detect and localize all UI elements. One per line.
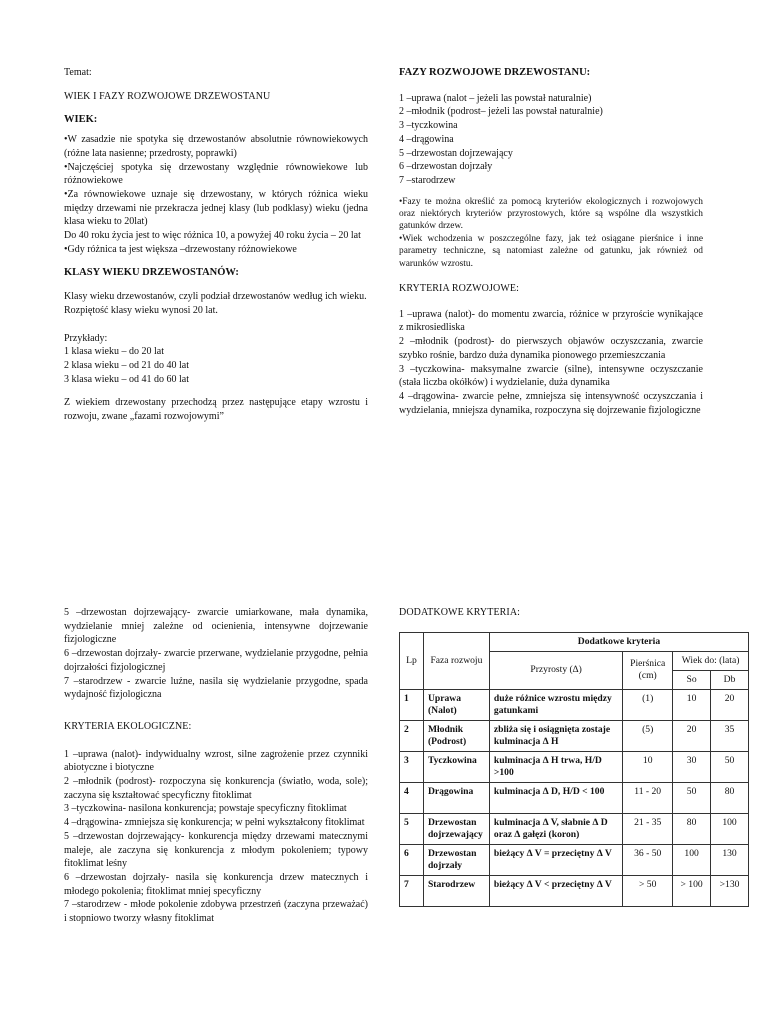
cell-piersnica: 36 - 50	[623, 844, 673, 875]
przyklad-item: 3 klasa wieku – od 41 do 60 lat	[64, 373, 189, 385]
header-wiek: Wiek do: (lata)	[673, 651, 749, 670]
cell-lp: 6	[400, 844, 424, 875]
wiek-line: •Najczęściej spotyka się drzewostany względnie równowiekowe lub różnowiekowe	[64, 161, 368, 187]
cell-faza: Drzewostan dojrzały	[423, 844, 489, 875]
cell-przyrosty: kulminacja ∆ V, słabnie ∆ D oraz ∆ gałęzi (koron)	[489, 813, 622, 844]
header-piersnica: Pierśnica (cm)	[623, 651, 673, 689]
cell-lp: 7	[400, 875, 424, 906]
cell-przyrosty: kulminacja ∆ H trwa, H/D >100	[489, 751, 622, 782]
wiek-line: •W zasadzie nie spotyka się drzewostanów absolutnie równowiekowych (różne lata nasienne; przedrosty, poprawki)	[64, 134, 368, 159]
ekologiczne-item: 1 –uprawa (nalot)- indywidualny wzrost, silne zagrożenie przez czynniki abiotyczne i biotyczne	[64, 748, 368, 774]
cell-faza: Uprawa (Nalot)	[423, 689, 489, 720]
cell-db: 130	[711, 844, 749, 875]
cell-faza: Tyczkowina	[423, 751, 489, 782]
cell-faza: Młodnik (Podrost)	[423, 720, 489, 751]
header-dodatkowe: Dodatkowe kryteria	[489, 632, 748, 651]
list-item: 6 –drzewostan dojrzały	[399, 161, 493, 173]
rozwojowe-item: 1 –uprawa (nalot)- do momentu zwarcia, różnice w przyroście wynikające z mikrosiedliska	[399, 308, 703, 334]
header-faza: Faza rozwoju	[423, 632, 489, 689]
ekologiczne-item: 2 –młodnik (podrost)- rozpoczyna się konkurencja (światło, woda, sole); zaczyna się kształtować specyficzny fitoklimat	[64, 776, 368, 801]
rozwojowe-item: 5 –drzewostan dojrzewający- zwarcie umiarkowane, mała dynamika, wydzielanie mniej zależne od ocienienia, intensywne dojrzewanie fizjologiczne	[64, 607, 368, 646]
klasy-line: Rozpiętość klasy wieku wynosi 20 lat.	[64, 304, 218, 316]
list-item: 5 –drzewostan dojrzewający	[399, 147, 513, 159]
klasy-line: Klasy wieku drzewostanów, czyli podział drzewostanów według ich wieku.	[64, 291, 367, 303]
cell-so: 30	[673, 751, 711, 782]
cell-przyrosty: bieżący ∆ V = przeciętny ∆ V	[489, 844, 622, 875]
cell-lp: 1	[400, 689, 424, 720]
cell-so: 20	[673, 720, 711, 751]
cell-przyrosty: duże różnice wzrostu między gatunkami	[489, 689, 622, 720]
cell-piersnica: > 50	[623, 875, 673, 906]
cell-db: 50	[711, 751, 749, 782]
ekologiczne-item: 7 –starodrzew - młode pokolenie zdobywa przestrzeń (zaczyna przeważać) i stopniowo tworzy własny fitoklimat	[64, 899, 368, 925]
cell-db: 80	[711, 782, 749, 813]
cell-przyrosty: zbliża się i osiągnięta zostaje kulminacja ∆ H	[489, 720, 622, 751]
table-row	[400, 751, 749, 782]
column-top-left	[64, 66, 368, 424]
cell-so: 50	[673, 782, 711, 813]
wiek-line: •Za równowiekowe uznaje się drzewostany, w których różnica wieku między drzewami nie przekracza jednej klasy (lub podklasy) wieku (jedna klasa wieku to 20lat)	[64, 188, 368, 228]
rozwojowe-item: 2 –młodnik (podrost)- do pierwszych objawów oczyszczania, zwarcie szybko rośnie, bardzo duża dynamika pionowego przemieszczania	[399, 336, 703, 361]
table-row	[400, 875, 749, 906]
fazy-note: •Wiek wchodzenia w poszczególne fazy, jak też osiągane pierśnice i inne parametry techniczne, są natomiast zależne od gatunku, jak również od warunków wzrostu.	[399, 233, 703, 269]
fazy-list	[399, 92, 703, 188]
cell-przyrosty: kulminacja ∆ D, H/D < 100	[489, 782, 622, 813]
wiek-heading: WIEK:	[64, 114, 98, 126]
header-lp: Lp	[400, 632, 424, 689]
wiek-line: •Gdy różnica ta jest większa –drzewostany różnowiekowe	[64, 243, 297, 255]
table-row	[400, 844, 749, 875]
table-row	[400, 720, 749, 751]
ekologiczne-item: 5 –drzewostan dojrzewający- konkurencja między drzewami matecznymi maleje, ale zaczyna się konkurencja z młodym pokoleniem; typowy fitoklimat leśny	[64, 830, 368, 870]
cell-piersnica: 21 - 35	[623, 813, 673, 844]
przyklad-item: 1 klasa wieku – do 20 lat	[64, 346, 164, 358]
dodatkowe-heading: DODATKOWE KRYTERIA:	[399, 607, 521, 618]
cell-db: >130	[711, 875, 749, 906]
header-db: Db	[711, 670, 749, 689]
przyklady-heading: Przykłady:	[64, 332, 108, 344]
cell-so: 80	[673, 813, 711, 844]
cell-piersnica: 11 - 20	[623, 782, 673, 813]
cell-so: 10	[673, 689, 711, 720]
przyklad-item: 2 klasa wieku – od 21 do 40 lat	[64, 359, 189, 371]
criteria-table	[399, 632, 749, 907]
cell-lp: 5	[400, 813, 424, 844]
column-bottom-right	[399, 606, 749, 907]
list-item: 2 –młodnik (podrost– jeżeli las powstał naturalnie)	[399, 106, 603, 118]
rozwojowe-item: 7 –starodrzew - zwarcie luźne, nasila się wydzielanie przygodne, spada wydajność fizjologiczna	[64, 675, 368, 701]
table-row	[400, 689, 749, 720]
list-item: 3 –tyczkowina	[399, 120, 458, 132]
rozwojowe-item: 4 –drągowina- zwarcie pełne, zmniejsza się intensywność oczyszczania i wydzielania, mniejsza dynamika, rozpoczyna się dojrzewanie fizjologiczne	[399, 390, 703, 416]
klasy-heading: KLASY WIEKU DRZEWOSTANÓW:	[64, 267, 239, 279]
cell-so: 100	[673, 844, 711, 875]
fazy-heading: FAZY ROZWOJOWE DRZEWOSTANU:	[399, 67, 591, 78]
list-item: 4 –drągowina	[399, 133, 454, 145]
rozwojowe-item: 3 –tyczkowina- maksymalne zwarcie (silne), intensywne oczyszczanie (stała liczba okółków) i wydzielanie, duża dynamika	[399, 363, 703, 389]
cell-db: 35	[711, 720, 749, 751]
ekologiczne-item: 6 –drzewostan dojrzały- nasila się konkurencja drzew matecznych i młodego pokolenia; fitoklimat mniej specyficzny	[64, 871, 368, 897]
list-item: 7 –starodrzew	[399, 174, 456, 186]
column-top-right	[399, 66, 703, 417]
header-przyrosty: Przyrosty (∆)	[489, 651, 622, 689]
rozwojowe-item: 6 –drzewostan dojrzały- zwarcie przerwane, wydzielanie przygodne, pełnia dojrzałości fizjologicznej	[64, 648, 368, 673]
cell-przyrosty: bieżący ∆ V < przeciętny ∆ V	[489, 875, 622, 906]
column-bottom-left	[64, 606, 368, 926]
cell-piersnica: (5)	[623, 720, 673, 751]
ekologiczne-heading: KRYTERIA EKOLOGICZNE:	[64, 720, 192, 732]
cell-db: 20	[711, 689, 749, 720]
page-title: WIEK I FAZY ROZWOJOWE DRZEWOSTANU	[64, 90, 271, 102]
cell-lp: 4	[400, 782, 424, 813]
cell-faza: Starodrzew	[423, 875, 489, 906]
list-item: 1 –uprawa (nalot – jeżeli las powstał naturalnie)	[399, 92, 592, 104]
cell-db: 100	[711, 813, 749, 844]
cell-faza: Drzewostan dojrzewający	[423, 813, 489, 844]
summary-text: Z wiekiem drzewostany przechodzą przez następujące etapy wzrostu i rozwoju, zwane „fazami rozwojowymi”	[64, 397, 368, 423]
cell-piersnica: 10	[623, 751, 673, 782]
ekologiczne-item: 3 –tyczkowina- nasilona konkurencja; powstaje specyficzny fitoklimat	[64, 803, 347, 815]
rozwojowe-heading: KRYTERIA ROZWOJOWE:	[399, 283, 519, 295]
ekologiczne-item: 4 –drągowina- zmniejsza się konkurencja; w pełni wykształcony fitoklimat	[64, 817, 365, 829]
cell-lp: 2	[400, 720, 424, 751]
table-row	[400, 782, 749, 813]
header-so: So	[673, 670, 711, 689]
cell-faza: Drągowina	[423, 782, 489, 813]
table-row	[400, 813, 749, 844]
wiek-line: Do 40 roku życia jest to więc różnica 10, a powyżej 40 roku życia – 20 lat	[64, 230, 361, 242]
temat-label: Temat:	[64, 67, 92, 78]
cell-so: > 100	[673, 875, 711, 906]
fazy-note: •Fazy te można określić za pomocą kryteriów ekologicznych i rozwojowych oraz niektórych kryteriów przyrostowych, które są wspólne dla wszystkich gatunków drzew.	[399, 196, 703, 232]
cell-piersnica: (1)	[623, 689, 673, 720]
cell-lp: 3	[400, 751, 424, 782]
